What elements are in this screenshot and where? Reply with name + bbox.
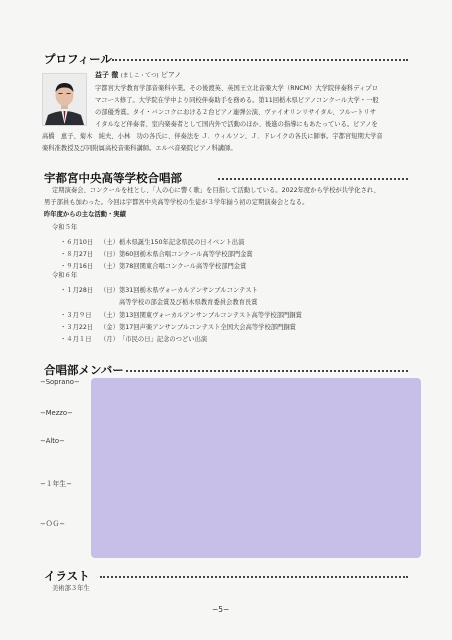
illust-credit: 美術部３年生 (52, 585, 90, 592)
event-date: ・９月16日 (60, 263, 94, 270)
event-date: ・８月27日 (60, 251, 94, 258)
event-dow: （日） (100, 251, 119, 258)
profile-name-line (95, 71, 181, 81)
event-dow: （土） (100, 239, 119, 246)
illust-heading-rule (100, 576, 408, 578)
members-heading-rule (126, 370, 408, 372)
event-dow: （土） (100, 312, 119, 319)
profile-bio-4: イタルなど伴奏者、室内楽奏者として国内外で活動のほか、後進の指導にもあたっている。ピアノを (95, 121, 378, 128)
event-dow: （日） (100, 287, 119, 294)
part-label-mezzo: −Mezzo− (40, 409, 73, 417)
members-heading: 合唱部メンバー (44, 363, 124, 377)
member-list-redacted-block (91, 378, 421, 558)
choir-intro-2: 男子部員も加わった。今回は宇都宮中央高等学校の生徒が３学年揃う初の定期演奏会となる。 (44, 199, 309, 206)
event-text: 第17回声楽アンサンブルコンテスト全国大会高等学校部門銅賞 (119, 324, 296, 331)
event-text: 第78回関東合唱コンクール高等学校部門金賞 (119, 263, 247, 270)
page-number: −5− (212, 605, 230, 614)
profile-bio-3: の部優秀賞。タイ・バンコクにおける２台ピアノ連弾公演、ヴァイオリンリサイタル、フルートリサ (95, 109, 377, 116)
event-text: 栃木県誕生150年記念県民の日イベント出演 (119, 239, 245, 246)
choir-heading: 宇都宮中央高等学校合唱部 (44, 171, 182, 185)
choir-intro-1: 定期演奏会、コンクールを柱とし、「人の心に響く歌」を目指して活動している。2022年度から学校が共学化され、 (52, 187, 380, 194)
event-text: 第31回栃木県ヴォーカルアンサンブルコンテスト (119, 287, 258, 294)
event-date: ・４月１日 (60, 336, 92, 343)
event-date: ・３月22日 (60, 324, 94, 331)
profile-bio-2: マコース修了。大学院在学中より同校伴奏助手を務める。第11回栃木県ピアノコンクール大学・一般 (95, 97, 379, 104)
event-dow: （土） (100, 263, 119, 270)
event-text: 第60回栃木県合唱コンクール高等学校部門金賞 (119, 251, 253, 258)
illust-heading: イラスト (44, 569, 90, 583)
year-label-r6: 令和６年 (52, 272, 78, 279)
profile-name: 益子 徹 (95, 71, 119, 79)
event-date: ・３月９日 (60, 312, 92, 319)
profile-role: ピアノ (160, 71, 182, 79)
event-date: ・６月10日 (60, 239, 94, 246)
event-date: ・１月28日 (60, 287, 94, 294)
part-label-og: −ＯＧ− (40, 520, 65, 528)
year-label-r5: 令和５年 (52, 224, 78, 231)
part-label-first-year: −１年生− (40, 480, 72, 488)
profile-bio-1: 宇都宮大学教育学部音楽科卒業。その後渡英、英国王立北音楽大学（RNCM）大学院伴奏科ディプロ (95, 85, 378, 92)
results-heading: 昨年度からの主な活動・実績 (44, 211, 126, 218)
profile-bio-5: 高橋 恵子、菊木 純夫、小林 功の各氏に、伴奏法を Ｊ．ウィルソン、Ｊ．ドレイクの各氏に師事。宇都宮短期大学音 (42, 133, 383, 140)
choir-heading-rule (218, 178, 408, 180)
profile-bio-6: 楽科准教授及び同附属高校音楽科講師。エルベ音楽院ピアノ科講師。 (42, 145, 237, 152)
event-text: 第13回関東ヴォーカルアンサンブルコンテスト高等学校部門銅賞 (119, 312, 302, 319)
portrait-photo-graphic (43, 74, 86, 125)
profile-heading-rule (112, 59, 408, 61)
event-text: 高等学校の部金賞及び栃木県教育委員会教育長賞 (119, 299, 258, 306)
profile-reading: (ましこ・てつ) (120, 73, 159, 79)
profile-heading: プロフィール (44, 52, 112, 66)
portrait-photo (42, 73, 87, 126)
event-dow: （月） (100, 336, 119, 343)
event-dow: （金） (100, 324, 119, 331)
part-label-soprano: −Soprano− (40, 378, 80, 386)
part-label-alto: −Alto− (40, 437, 65, 445)
event-text: 「市民の日」記念のつどい出演 (119, 336, 208, 343)
